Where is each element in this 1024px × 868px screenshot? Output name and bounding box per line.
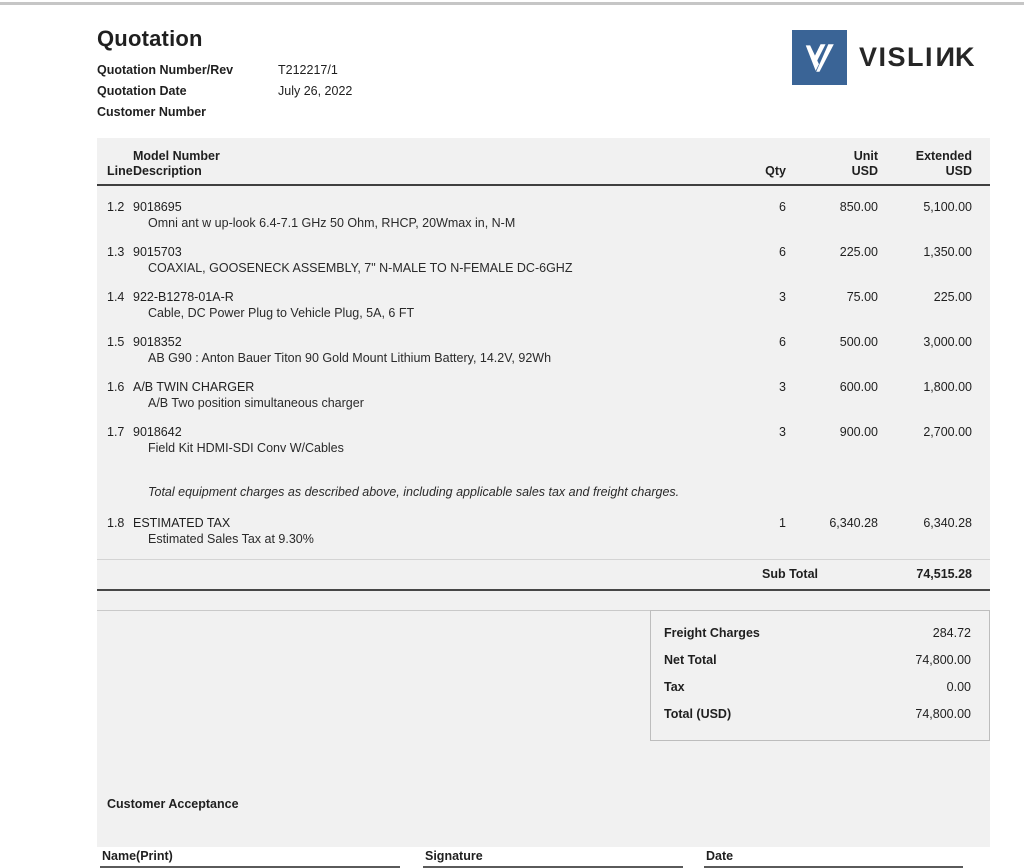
quotation-number-label: Quotation Number/Rev [97, 63, 234, 77]
col-header-unit-usd: Unit USD [851, 149, 878, 178]
net-total-label: Net Total [664, 653, 717, 667]
col-header-extended-usd: Extended USD [915, 149, 972, 178]
tax-label: Tax [664, 680, 685, 694]
signature-line: Signature [423, 835, 683, 868]
name-print-signature-line: Name(Print) [100, 835, 400, 868]
net-total-value: 74,800.00 [915, 653, 971, 667]
col-header-model-description: Model Number Description [133, 149, 220, 178]
summary-section [97, 610, 990, 741]
freight-charges-row [664, 620, 971, 647]
subtotal-value: 74,515.28 [916, 567, 972, 581]
table-row: 1.5 9018352 AB G90 : Anton Bauer Titon 90 Gold Mount Lithium Battery, 14.2V, 92Wh 6 500.00 3,000.00 [107, 335, 972, 365]
table-row: 1.4 922-B1278-01A-R Cable, DC Power Plug to Vehicle Plug, 5A, 6 FT 3 75.00 225.00 [107, 290, 972, 320]
total-usd-value: 74,800.00 [915, 707, 971, 721]
total-usd-row [664, 701, 971, 728]
signature-row [100, 835, 990, 868]
customer-acceptance-heading: Customer Acceptance [107, 797, 239, 811]
tax-value: 0.00 [946, 680, 971, 694]
flipped-n-glyph: N [934, 42, 956, 72]
quotation-date-label: Quotation Date [97, 84, 187, 98]
quotation-number-field [97, 60, 352, 81]
document-header [97, 26, 352, 123]
quotation-number-value: T212217/1 [278, 63, 338, 77]
quotation-date-field [97, 81, 352, 102]
page-title: Quotation [97, 26, 203, 51]
customer-number-label: Customer Number [97, 105, 207, 119]
page-top-divider [0, 2, 1024, 5]
quotation-body-panel [97, 138, 990, 863]
table-row: 1.7 9018642 Field Kit HDMI-SDI Conv W/Cables 3 900.00 2,700.00 [107, 425, 972, 455]
table-bottom-rule [97, 589, 990, 591]
equipment-charges-note: Total equipment charges as described above, including applicable sales tax and freight charges. [148, 485, 680, 499]
freight-charges-value: 284.72 [932, 626, 971, 640]
quotation-date-value: July 26, 2022 [278, 84, 353, 98]
subtotal-label: Sub Total [761, 567, 818, 581]
total-usd-label: Total (USD) [664, 707, 732, 721]
vislink-v-icon [792, 30, 847, 85]
tax-row [664, 674, 971, 701]
subtotal-row [97, 560, 990, 589]
table-header-row [97, 138, 990, 186]
col-header-qty: Qty [765, 164, 786, 178]
table-row: 1.2 9018695 Omni ant w up-look 6.4-7.1 GHz 50 Ohm, RHCP, 20Wmax in, N-M 6 850.00 5,100.00 [107, 200, 972, 230]
net-total-row [664, 647, 971, 674]
freight-charges-label: Freight Charges [664, 626, 760, 640]
table-row: 1.6 A/B TWIN CHARGER A/B Two position simultaneous charger 3 600.00 1,800.00 [107, 380, 972, 410]
table-row: 1.3 9015703 COAXIAL, GOOSENECK ASSEMBLY, 7" N-MALE TO N-FEMALE DC-6GHZ 6 225.00 1,350.00 [107, 245, 972, 275]
date-signature-line: Date [704, 835, 963, 868]
customer-number-field [97, 102, 352, 123]
vislink-wordmark: VISLINK [859, 42, 977, 72]
totals-box [650, 610, 990, 741]
col-header-line: Line [107, 164, 133, 178]
vislink-logo [792, 30, 976, 85]
table-row-estimated-tax: 1.8 ESTIMATED TAX Estimated Sales Tax at 9.30% 1 6,340.28 6,340.28 [107, 516, 972, 546]
